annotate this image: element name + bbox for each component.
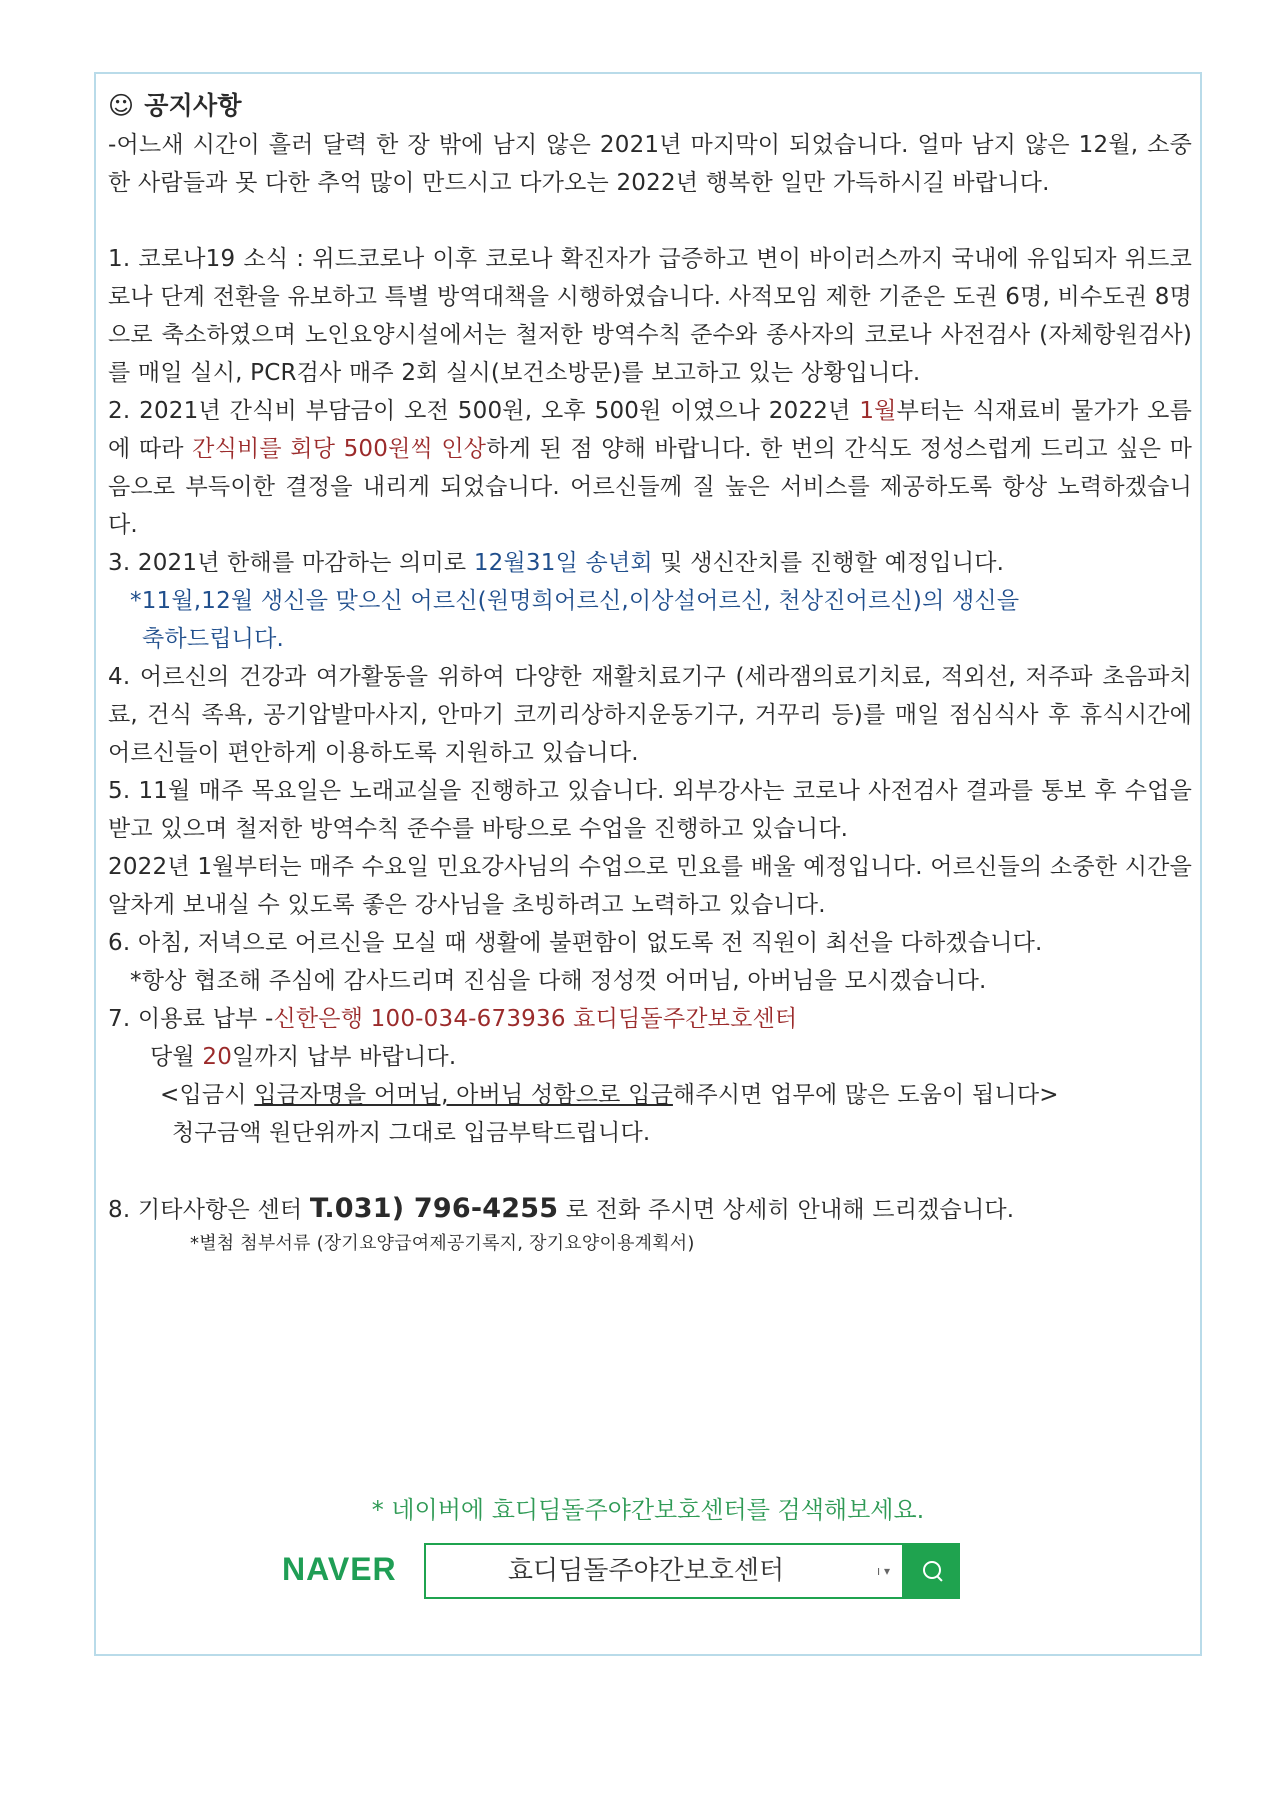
naver-search-bar [282,1543,962,1599]
notice-item-2: 2. 2021년 간식비 부담금이 오전 500원, 오후 500원 이였으나 2022년 1월부터는 식재료비 물가가 오름에 따라 간식비를 회당 500원씩 인상하게 된 점 양해 바랍니다. 한 번의 간식도 정성스럽게 드리고 싶은 마음으로 부득이한 결정을 내리게 되었습니다. 어르신들께 질 높은 서비스를 제공하도록 항상 노력하겠습니다. [108,398,1193,538]
payment-note: <입금시 입금자명을 어머님, 아버님 성함으로 입금해주시면 업무에 많은 도움이 됩니다> [160,1082,1059,1108]
search-input[interactable] [424,1543,904,1599]
search-button[interactable] [904,1543,960,1599]
notice-item-8: 8. 기타사항은 센터 T.031) 796-4255 로 전화 주시면 상세히 안내해 드리겠습니다. [108,1193,1015,1224]
notice-item-4: 4. 어르신의 건강과 여가활동을 위하여 다양한 재활치료기구 (세라잼의료기치료, 적외선, 저주파 초음파치료, 건식 족욕, 공기압발마사지, 안마기 코끼리상하지운동기구, 거꾸리 등)를 매일 점심식사 후 휴식시간에 어르신들이 편안하게 이용하도록 지원하고 있습니다. [108,664,1192,766]
payment-due: 당월 20일까지 납부 바랍니다. [150,1044,457,1070]
birthday-line-1: *11월,12월 생신을 맞으신 어르신(원명희어르신,이상설어르신, 천상진어르신)의 생신을 [130,588,1020,614]
search-query: 효디딤돌주야간보호센터 [507,1556,785,1586]
phone-number: T.031) 796-4255 [309,1193,559,1224]
notice-item-3: 3. 2021년 한해를 마감하는 의미로 12월31일 송년회 및 생신잔치를 진행할 예정입니다. [108,550,1005,576]
notice-item-1: 1. 코로나19 소식 : 위드코로나 이후 코로나 확진자가 급증하고 변이 바이러스까지 국내에 유입되자 위드코로나 단계 전환을 유보하고 특별 방역대책을 시행하였습니다. 사적모임 제한 기준은 도권 6명, 비수도권 8명으로 축소하였으며 노인요양시설에서는 철저한 방역수칙 준수와 종사자의 코로나 사전검사 (자체항원검사)를 매일 실시, PCR검사 매주 2회 실시(보건소방문)를 보고하고 있는 상황입니다. [108,246,1192,386]
naver-logo: NAVER [282,1551,397,1587]
birthday-line-2: 축하드립니다. [142,626,285,652]
notice-item-5a: 5. 11월 매주 목요일은 노래교실을 진행하고 있습니다. 외부강사는 코로나 사전검사 결과를 통보 후 수업을 받고 있으며 철저한 방역수칙 준수를 바탕으로 수업을 진행하고 있습니다. [108,778,1192,842]
payment-note-2: 청구금액 원단위까지 그대로 입금부탁드립니다. [172,1120,651,1146]
notice-intro: -어느새 시간이 흘러 달력 한 장 밖에 남지 않은 2021년 마지막이 되었습니다. 얼마 남지 않은 12월, 소중한 사람들과 못 다한 추억 많이 만드시고 다가오는 2022년 행복한 일만 가득하시길 바랍니다. [108,132,1192,196]
search-hint: * 네이버에 효디딤돌주야간보호센터를 검색해보세요. [371,1496,925,1524]
notice-content [108,86,1192,1259]
notice-item-6b: *항상 협조해 주심에 감사드리며 진심을 다해 정성껏 어머님, 아버님을 모시겠습니다. [130,968,987,994]
notice-item-7: 7. 이용료 납부 -신한은행 100-034-673936 효디딤돌주간보호센터 [108,1006,798,1032]
smile-icon: ☺ [108,91,135,120]
chevron-down-icon[interactable]: ı ▾ [876,1564,890,1578]
notice-item-6a: 6. 아침, 저녁으로 어르신을 모실 때 생활에 불편함이 없도록 전 직원이 최선을 다하겠습니다. [108,930,1043,956]
notice-title: ☺ 공지사항 [108,86,1192,126]
notice-item-5b: 2022년 1월부터는 매주 수요일 민요강사님의 수업으로 민요를 배울 예정입니다. 어르신들의 소중한 시간을 알차게 보내실 수 있도록 좋은 강사님을 초빙하려고 노력하고 있습니다. [108,854,1192,918]
attachment-note: *별첨 첨부서류 (장기요양급여제공기록지, 장기요양이용계획서) [190,1233,695,1254]
